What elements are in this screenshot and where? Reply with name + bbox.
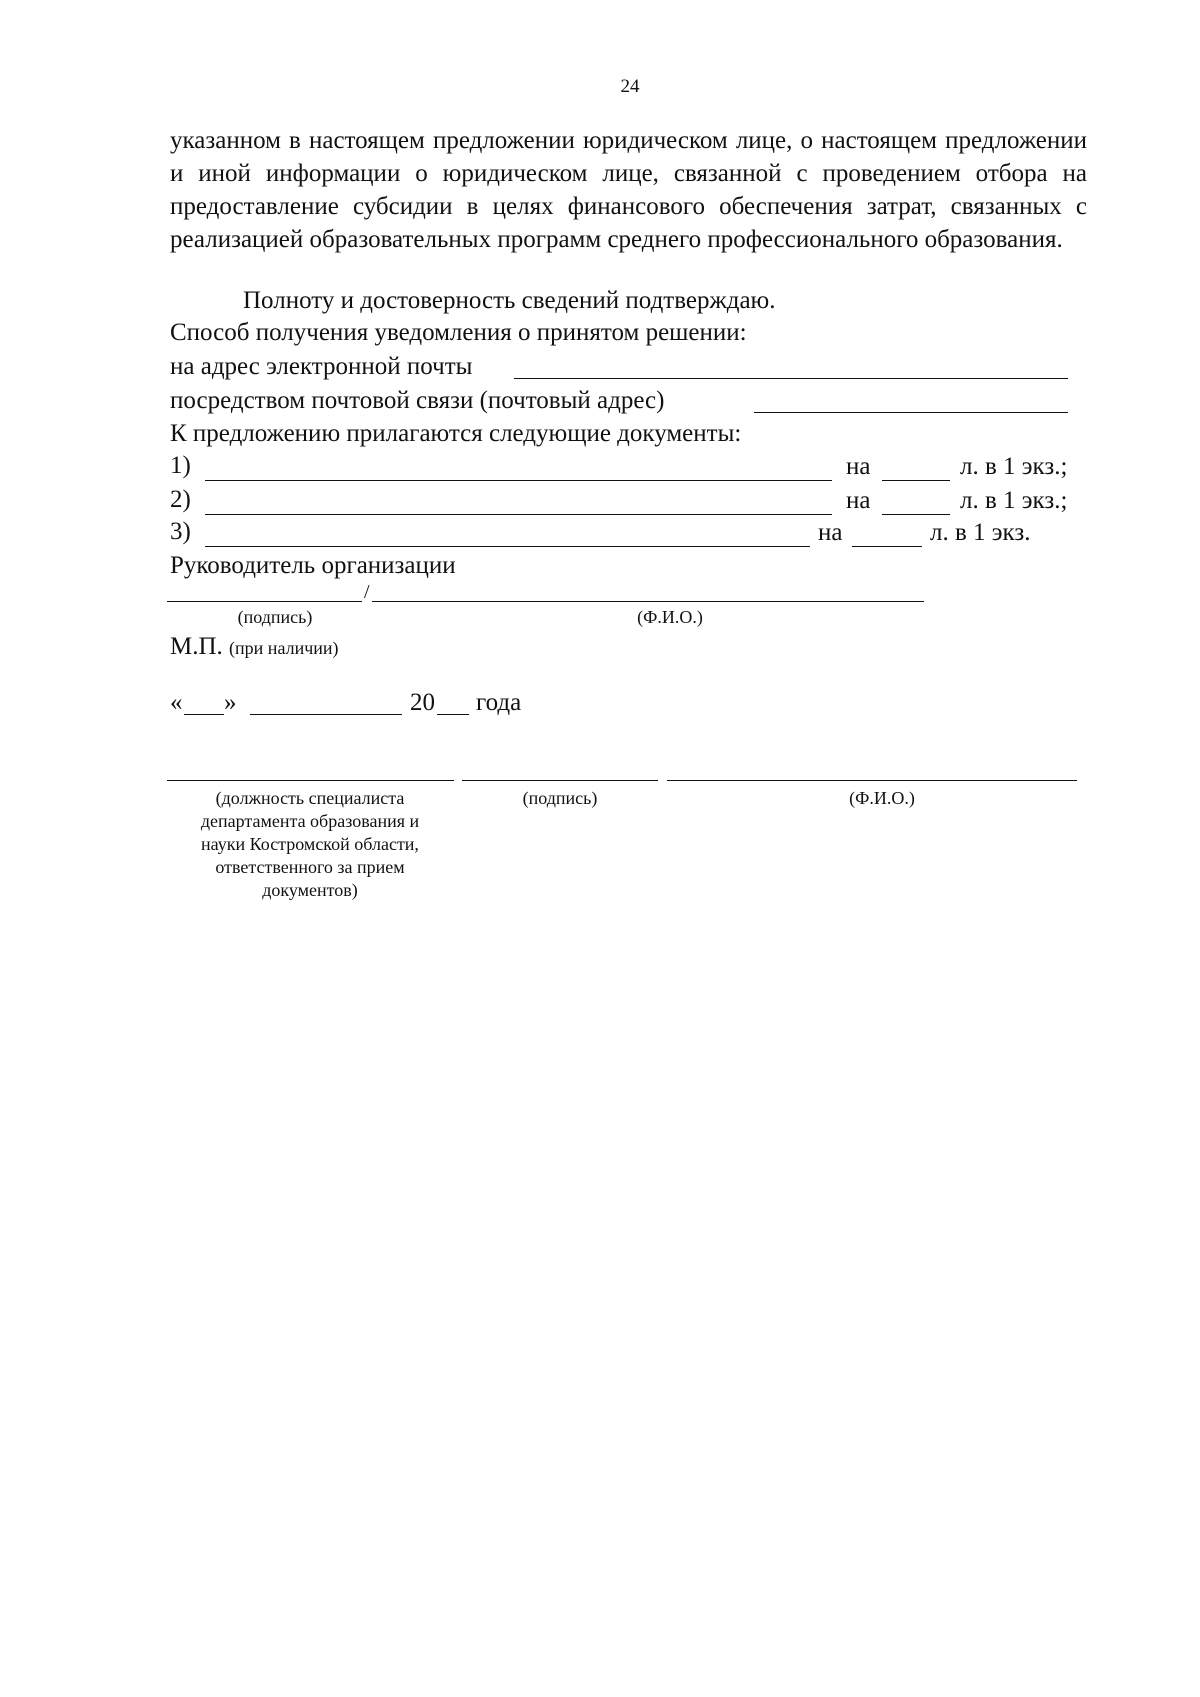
attachment-3-number: 3) — [170, 518, 191, 545]
date-close-quote: » — [224, 689, 237, 716]
email-row — [170, 352, 472, 382]
confirmation-text: Полноту и достоверность сведений подтверждаю. — [243, 287, 776, 314]
head-fio-line[interactable] — [372, 601, 924, 602]
stamp-note: (при наличии) — [229, 638, 339, 658]
post-row — [170, 386, 664, 416]
specialist-position-line[interactable] — [167, 780, 454, 781]
date-day-line[interactable] — [184, 714, 224, 715]
attachment-1-number: 1) — [170, 452, 191, 479]
email-label: на адрес электронной почты — [170, 353, 473, 380]
head-of-organization-label: Руководитель организации — [170, 552, 456, 579]
attachments-heading: К предложению прилагаются следующие документы: — [170, 420, 742, 447]
attachment-3-name-line[interactable] — [205, 546, 810, 547]
attachment-1-na: на — [846, 453, 871, 480]
specialist-signature-caption: (подпись) — [522, 788, 598, 808]
specialist-fio-line[interactable] — [667, 780, 1077, 781]
attachment-3-sheets-label: л. в 1 экз. — [930, 519, 1031, 546]
date-year-line[interactable] — [437, 714, 469, 715]
attachment-3-sheets-line[interactable] — [852, 546, 922, 547]
body-paragraph: указанном в настоящем предложении юридическом лице, о настоящем предложении и иной информации о юридическом лице, связанной с проведением отбора на предоставление субсидии в целях финансового обеспечения затрат, связанных с реализацией образовательных программ среднего профессионального образования. — [170, 127, 1087, 253]
date-month-line[interactable] — [250, 714, 402, 715]
attachment-2-sheets-line[interactable] — [882, 514, 950, 515]
date-open-quote: « — [170, 689, 183, 716]
post-address-field-line[interactable] — [754, 412, 1068, 413]
attachment-2-number: 2) — [170, 486, 191, 513]
notice-method-label: Способ получения уведомления о принятом решении: — [170, 319, 747, 346]
signature-slash: / — [364, 581, 370, 603]
post-label: посредством почтовой связи (почтовый адрес) — [170, 387, 665, 414]
attachment-2-sheets-label: л. в 1 экз.; — [960, 487, 1068, 514]
email-field-line[interactable] — [514, 378, 1068, 379]
attachment-1-sheets-line[interactable] — [882, 480, 950, 481]
head-fio-caption: (Ф.И.О.) — [637, 607, 703, 627]
attachment-1-name-line[interactable] — [205, 480, 832, 481]
head-signature-line[interactable] — [167, 601, 362, 602]
head-signature-caption: (подпись) — [237, 607, 313, 627]
specialist-fio-caption: (Ф.И.О.) — [849, 788, 915, 808]
attachment-2-na: на — [846, 487, 871, 514]
date-year-word: года — [476, 689, 522, 716]
stamp-row — [170, 632, 339, 663]
attachment-1-sheets-label: л. в 1 экз.; — [960, 453, 1068, 480]
page-number: 24 — [620, 76, 640, 97]
date-year-prefix: 20 — [410, 689, 435, 716]
attachment-3-na: на — [818, 519, 843, 546]
specialist-position-caption: (должность специалиста департамента образования и науки Костромской области, ответственного за прием документов) — [200, 788, 420, 900]
stamp-label: М.П. — [170, 633, 223, 660]
attachment-2-name-line[interactable] — [205, 514, 832, 515]
specialist-signature-line[interactable] — [462, 780, 658, 781]
